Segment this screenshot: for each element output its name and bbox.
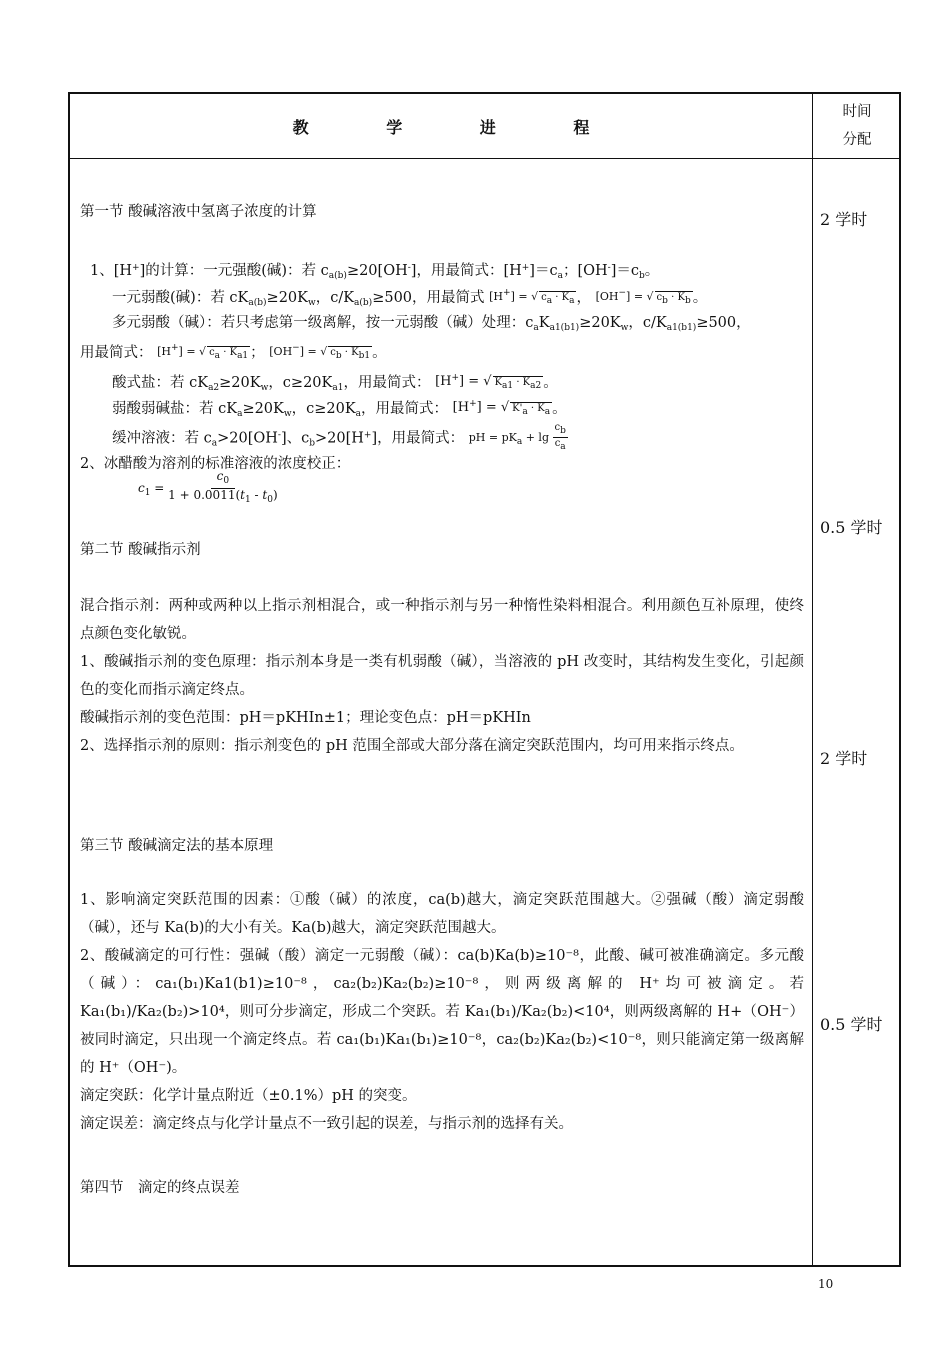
time-allocation-1: 2 学时 — [820, 210, 868, 229]
teaching-progress-table — [68, 92, 901, 1267]
formula-concentration-correction: $c_1$ = $\frac{c_0}{1 + 0.0011(t_1 - t_0)}$ — [138, 469, 278, 505]
s1-line-3: 多元弱酸（碱）：若只考虑第一级离解，按一元弱酸（碱）处理：$c_aK_{a1(b1)}\ge 20K_w$，$c/K_{a1(b1)}\ge 500$， — [112, 315, 751, 333]
s1-line-7: 缓冲溶液：若 $c_a>20[OH^-]$、$c_b>20[H^+]$，用最简式： pH = $pK_a + \lg$ $\frac{c_b}{c_a}$ — [112, 422, 566, 452]
s2-paragraph-2: 1、酸碱指示剂的变色原理：指示剂本身是一类有机弱酸（碱），当溶液的 pH 改变时，其结构发生变化，引起颜色的变化而指示滴定终点。 — [80, 654, 804, 698]
s3-paragraph-1: 1、影响滴定突跃范围的因素：①酸（碱）的浓度，ca(b)越大，滴定突跃范围越大。②强碱（酸）滴定弱酸（碱），还与 Ka(b)的大小有关。Ka(b)越大，滴定突跃范围越大。 — [80, 892, 804, 936]
s2-paragraph-4: 2、选择指示剂的原则：指示剂变色的 pH 范围全部或大部分落在滴定突跃范围内，均可用来指示终点。 — [80, 738, 744, 754]
time-allocation-4: 0.5 学时 — [820, 1015, 883, 1034]
table-header-title: 教 学 进 程 — [292, 117, 626, 137]
formula-weak-salt: [H+] = √ $K'_a \cdot K_a$ — [452, 399, 551, 417]
time-allocation-2: 0.5 学时 — [820, 518, 883, 537]
section-1-title: 第一节 酸碱溶液中氢离子浓度的计算 — [80, 204, 317, 220]
s1-line-2: 一元弱酸(碱)：若 $cK_{a(b)}\ge 20K_w$，$c/K_{a(b)}\ge 500$，用最简式 [H+] = √ $c_a \cdot K_a$ ， [OH−] = √ $c_b \cdot K_b$ 。 — [112, 288, 708, 308]
section-3-title: 第三节 酸碱滴定法的基本原理 — [80, 838, 274, 854]
formula-h-weak-acid: [H+] = √ $c_a \cdot K_a$ — [489, 288, 575, 306]
section-2-title: 第二节 酸碱指示剂 — [80, 542, 201, 558]
s3-paragraph-2: 2、酸碱滴定的可行性：强碱（酸）滴定一元弱酸（碱）：ca(b)Ka(b)≥10⁻⁸，此酸、碱可被准确滴定。多元酸（碱）：ca₁(b₁)Ka1(b1)≥10⁻⁸，ca₂(b₂)Ka₂(b₂)≥10⁻⁸，则两级离解的 H⁺均可被滴定。若 Ka₁(b₁)/Ka₂(b₂)>10⁴，则可分步滴定，形成二个突跃。若 Ka₁(b₁)/Ka₂(b₂)<10⁴，则两级离解的 H+（OH⁻）被同时滴定，只出现一个滴定终点。若 ca₁(b₁)Ka₁(b₁)≥10⁻⁸，ca₂(b₂)Ka₂(b₂)<10⁻⁸，则只能滴定第一级离解的 H⁺（OH⁻)。 — [80, 948, 804, 1076]
formula-oh-polyprotic: [OH−] = √ $c_b \cdot K_{b1}$ — [269, 343, 371, 361]
time-label-2: 分配 — [842, 132, 872, 148]
s3-paragraph-3: 滴定突跃：化学计量点附近（±0.1%）pH 的突变。 — [80, 1088, 417, 1104]
section-4-title: 第四节 滴定的终点误差 — [80, 1180, 240, 1196]
formula-buffer: pH = $pK_a + \lg$ $\frac{c_b}{c_a}$ — [468, 422, 566, 452]
formula-oh-weak-base: [OH−] = √ $c_b \cdot K_b$ — [595, 288, 691, 306]
s1-line-1: 1、[H+]的计算：一元强酸(碱)：若 $c_{a(b)}\ge 20[OH^-]$，用最简式：$[H^+]=c_a$；$[OH^-]=c_b$。 — [90, 263, 660, 281]
time-allocation-3: 2 学时 — [820, 749, 868, 768]
s1-line-5: 酸式盐：若 $cK_{a2}\ge 20K_w$，$c\ge 20K_{a1}$，用最简式： [H+] = √ $K_{a1} \cdot K_{a2}$ 。 — [112, 373, 558, 393]
formula-h-polyprotic: [H+] = √ $c_a \cdot K_{a1}$ — [157, 343, 249, 361]
s1-line-8: 2、冰醋酸为溶剂的标准溶液的浓度校正： — [80, 456, 351, 472]
page-number: 10 — [818, 1277, 834, 1291]
header-divider — [70, 158, 899, 159]
s1-line-4: 用最简式： [H+] = √ $c_a \cdot K_{a1}$ ； [OH−] = √ $c_b \cdot K_{b1}$ 。 — [80, 343, 387, 361]
s2-paragraph-3: 酸碱指示剂的变色范围：pH＝pKHIn±1；理论变色点：pH＝pKHIn — [80, 710, 531, 726]
time-label-1: 时间 — [842, 104, 872, 120]
formula-acid-salt: [H+] = √ $K_{a1} \cdot K_{a2}$ — [435, 373, 542, 391]
s1-line-6: 弱酸弱碱盐：若 $cK_a\ge 20K_w$，$c\ge 20K_a$，用最简式： [H+] = √ $K'_a \cdot K_a$ 。 — [112, 399, 567, 419]
s3-paragraph-4: 滴定误差：滴定终点与化学计量点不一致引起的误差，与指示剂的选择有关。 — [80, 1116, 573, 1132]
s2-paragraph-1: 混合指示剂：两种或两种以上指示剂相混合，或一种指示剂与另一种惰性染料相混合。利用颜色互补原理，使终点颜色变化敏锐。 — [80, 598, 804, 642]
column-divider — [812, 94, 813, 1265]
table-header-time — [813, 94, 901, 158]
